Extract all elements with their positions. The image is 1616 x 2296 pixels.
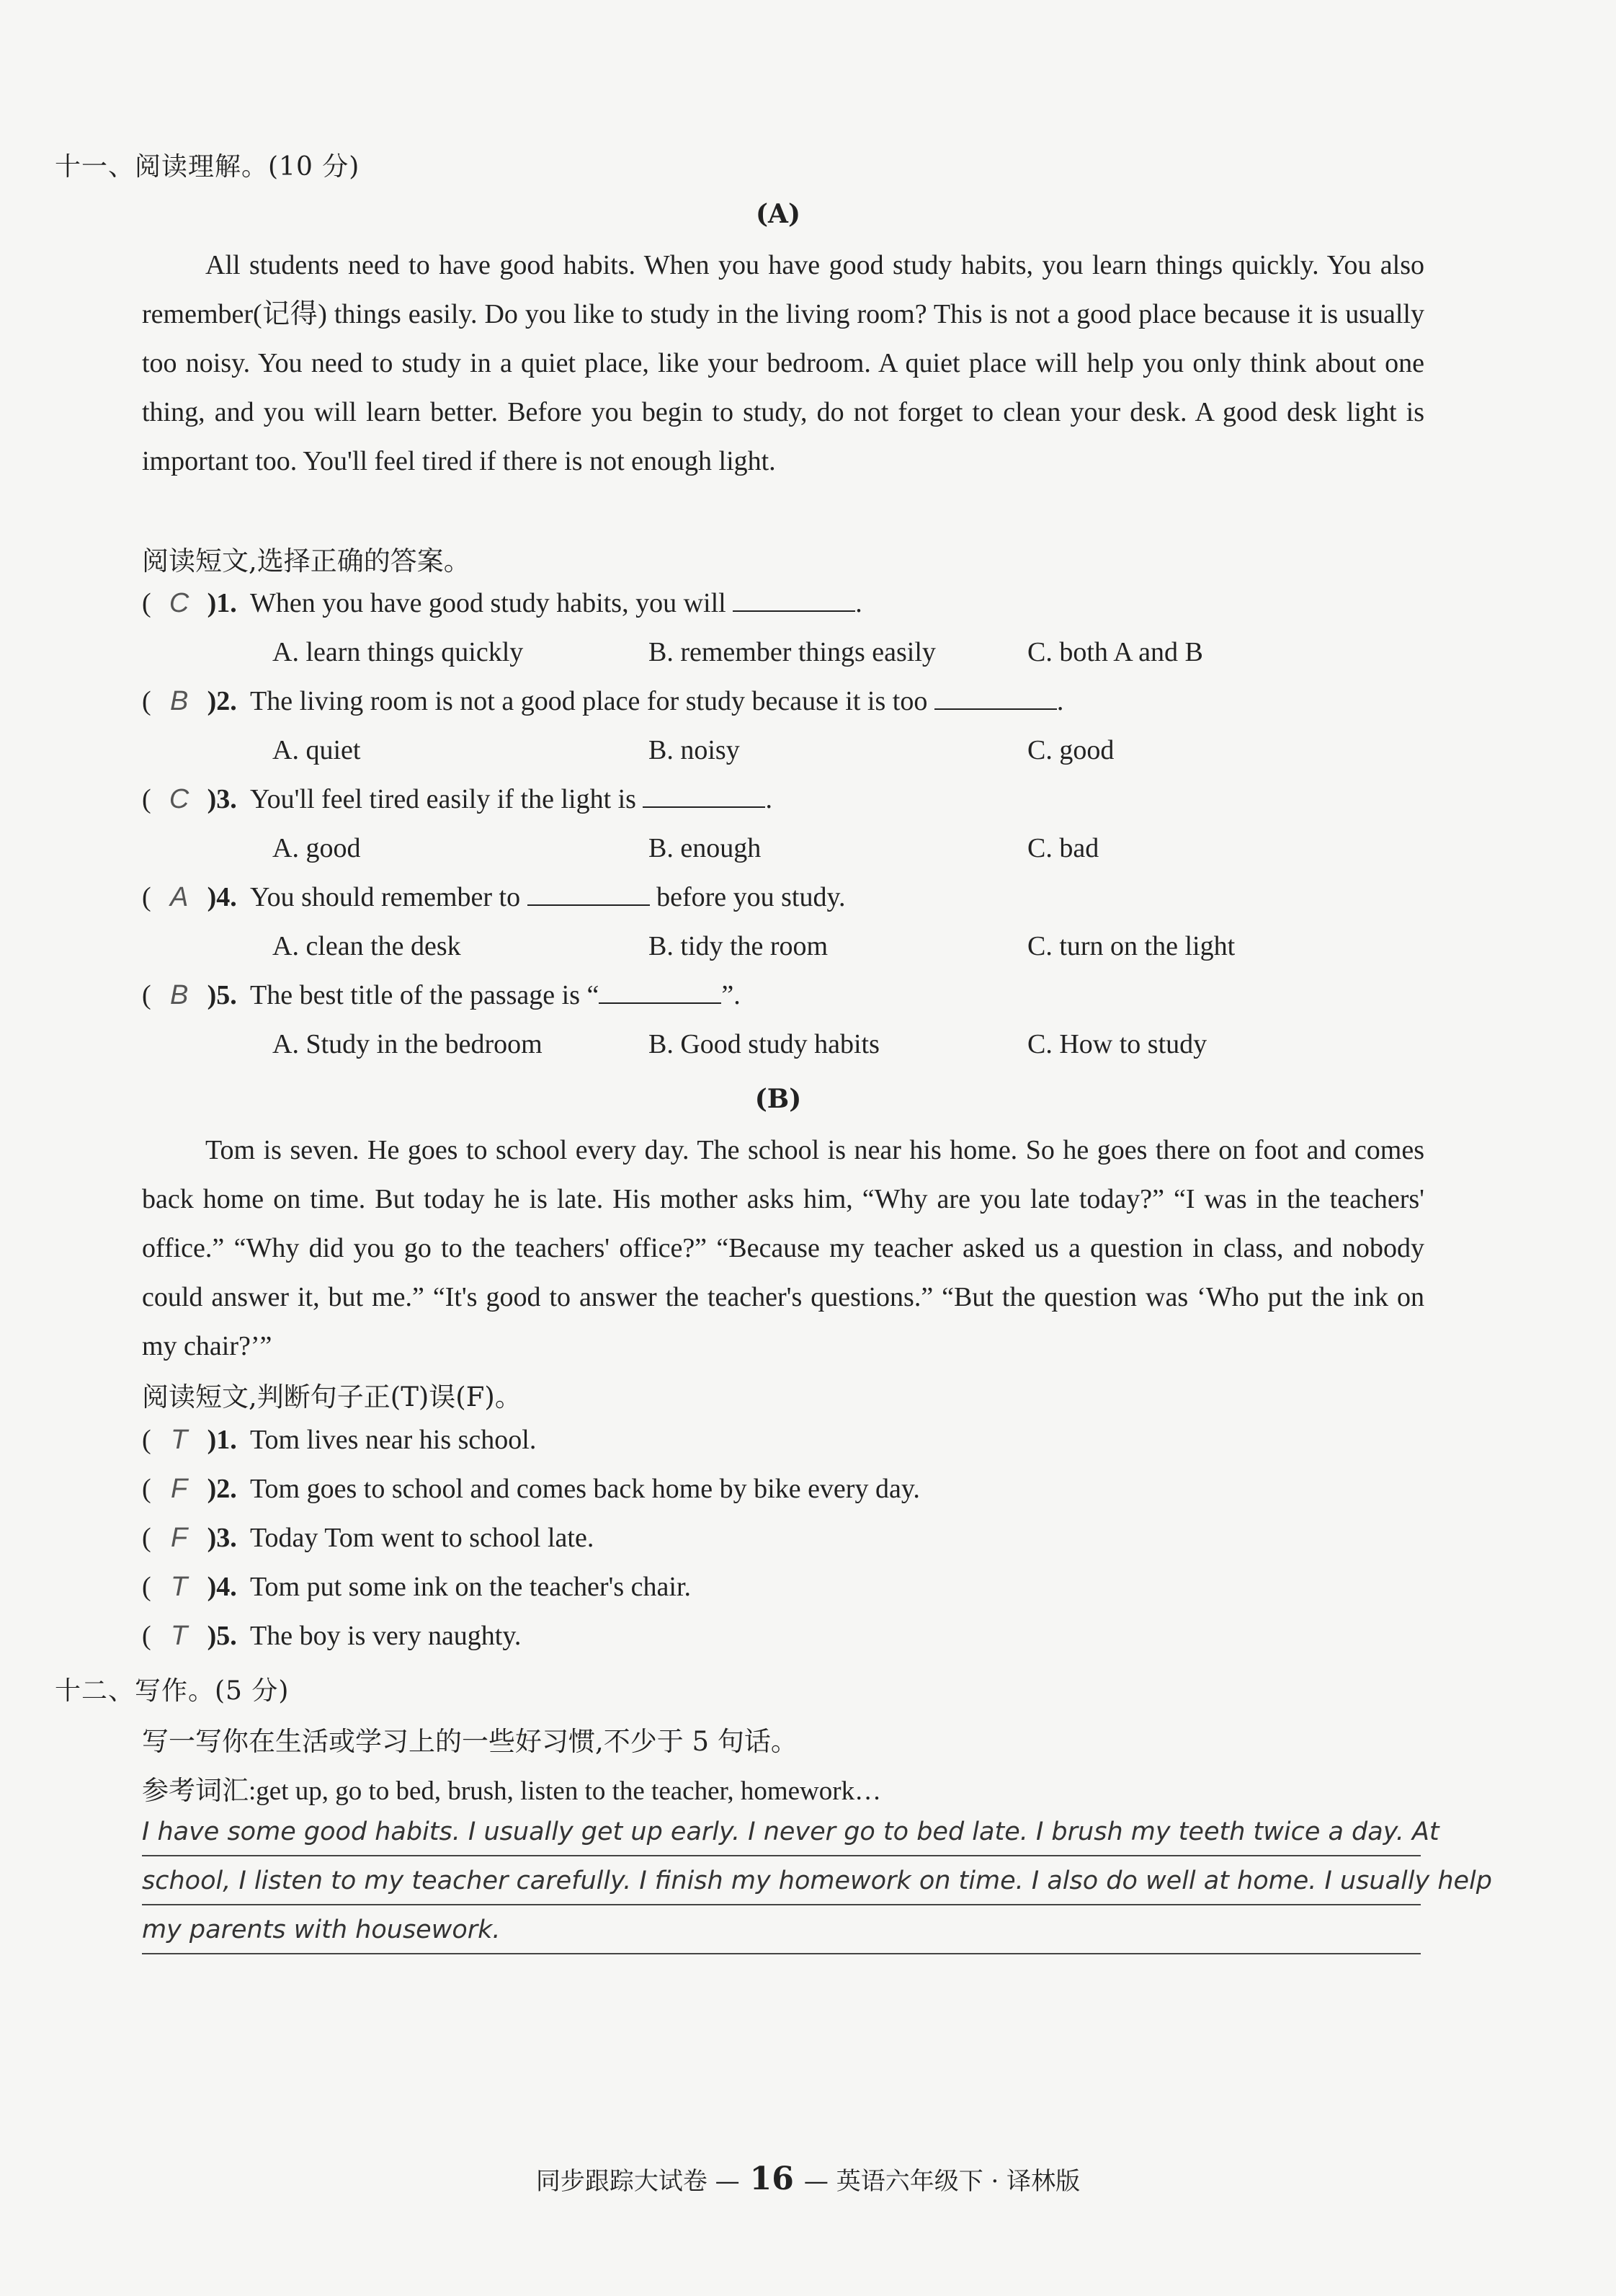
statement-b2: ( F )2. Tom goes to school and comes back home by bike every day.: [142, 1474, 920, 1504]
answer-mark: F: [171, 1523, 188, 1553]
part-a-instruction: 阅读短文,选择正确的答案。: [142, 546, 470, 577]
option-a: A. clean the desk: [272, 931, 461, 961]
footer-book-title: 同步跟踪大试卷 —: [535, 2167, 740, 2196]
footer-edition: — 英语六年级下 · 译林版: [803, 2167, 1081, 2196]
page-footer: [0, 2161, 1616, 2197]
answer-mark: B: [169, 686, 189, 716]
passage-a: All students need to have good habits. When you have good study habits, you learn things quickly. You also remember(记得) things easily. Do you like to study in the living room? This is not a good place because it is usually too noisy. You need to study in a quiet place, like your bedroom. A quiet place will help you only think about one thing, and you will learn better. Before you begin to study, do not forget to clean your desk. A good desk light is important too. You'll feel tired if there is not enough light.: [142, 250, 1424, 476]
answer-blank: [599, 981, 721, 1004]
option-b: B. enough: [648, 833, 762, 863]
option-c: C. bad: [1027, 833, 1099, 863]
option-a: A. good: [272, 833, 361, 863]
question-a3: ( C )3. You'll feel tired easily if the light is .: [142, 784, 772, 814]
option-a: A. Study in the bedroom: [272, 1029, 543, 1059]
passage-b: Tom is seven. He goes to school every day. The school is near his home. So he goes there on foot and comes back home on time. But today he is late. His mother asks him, “Why are you late today?” “I was in the teachers' office.” “Why did you go to the teachers' office?” “Because my teacher asked us a question in class, and nobody could answer it, but me.” “It's good to answer the teacher's questions.” “But the question was ‘Who put the ink on my chair?’”: [142, 1135, 1424, 1361]
answer-blank: [733, 589, 855, 612]
answer-rule: [142, 1855, 1421, 1856]
part-b-label: (B): [754, 1084, 802, 1114]
page-number: 16: [749, 2161, 794, 2197]
handwritten-line-3: my parents with housework.: [142, 1915, 501, 1944]
statement-b5: ( T )5. The boy is very naughty.: [142, 1621, 522, 1651]
answer-blank: [527, 883, 650, 906]
option-c: C. How to study: [1027, 1029, 1207, 1059]
answer-blank: [934, 687, 1057, 710]
handwritten-line-2: school, I listen to my teacher carefully. I finish my homework on time. I also do well at home. I usually help: [142, 1866, 1492, 1895]
option-b: B. Good study habits: [648, 1029, 880, 1059]
statement-b1: ( T )1. Tom lives near his school.: [142, 1425, 537, 1455]
option-b: B. tidy the room: [648, 931, 829, 961]
answer-mark: T: [171, 1621, 188, 1651]
writing-prompt: 写一写你在生活或学习上的一些好习惯,不少于 5 句话。: [142, 1726, 798, 1757]
option-a: A. quiet: [272, 735, 361, 765]
answer-mark: T: [171, 1572, 188, 1602]
answer-mark: F: [171, 1474, 188, 1504]
answer-mark: C: [169, 784, 189, 814]
option-c: C. both A and B: [1027, 637, 1203, 667]
option-b: B. noisy: [648, 735, 740, 765]
option-c: C. turn on the light: [1027, 931, 1236, 961]
answer-blank: [643, 785, 765, 808]
option-a: A. learn things quickly: [272, 637, 524, 667]
question-a2: ( B )2. The living room is not a good place for study because it is too .: [142, 686, 1064, 716]
answer-mark: T: [171, 1425, 188, 1455]
part-a-label: (A): [756, 199, 800, 229]
answer-mark: C: [169, 588, 189, 618]
option-c: C. good: [1027, 735, 1115, 765]
section-12-title: 十二、写作。(5 分): [55, 1676, 290, 1706]
question-a4: ( A )4. You should remember to before you study.: [142, 882, 846, 912]
answer-mark: A: [169, 882, 189, 912]
handwritten-line-1: I have some good habits. I usually get up early. I never go to bed late. I brush my teeth twice a day. At: [142, 1817, 1439, 1846]
part-b-instruction: 阅读短文,判断句子正(T)误(F)。: [142, 1381, 522, 1412]
question-a5: ( B )5. The best title of the passage is “ ”.: [142, 980, 741, 1010]
section-11-title: 十一、阅读理解。(10 分): [55, 152, 360, 182]
option-b: B. remember things easily: [648, 637, 936, 667]
writing-vocab: 参考词汇:get up, go to bed, brush, listen to the teacher, homework…: [142, 1776, 882, 1806]
answer-rule: [142, 1904, 1421, 1905]
statement-b4: ( T )4. Tom put some ink on the teacher's chair.: [142, 1572, 692, 1602]
answer-mark: B: [169, 980, 189, 1010]
statement-b3: ( F )3. Today Tom went to school late.: [142, 1523, 594, 1553]
answer-rule: [142, 1953, 1421, 1954]
question-a1: ( C )1. When you have good study habits, you will .: [142, 588, 862, 618]
